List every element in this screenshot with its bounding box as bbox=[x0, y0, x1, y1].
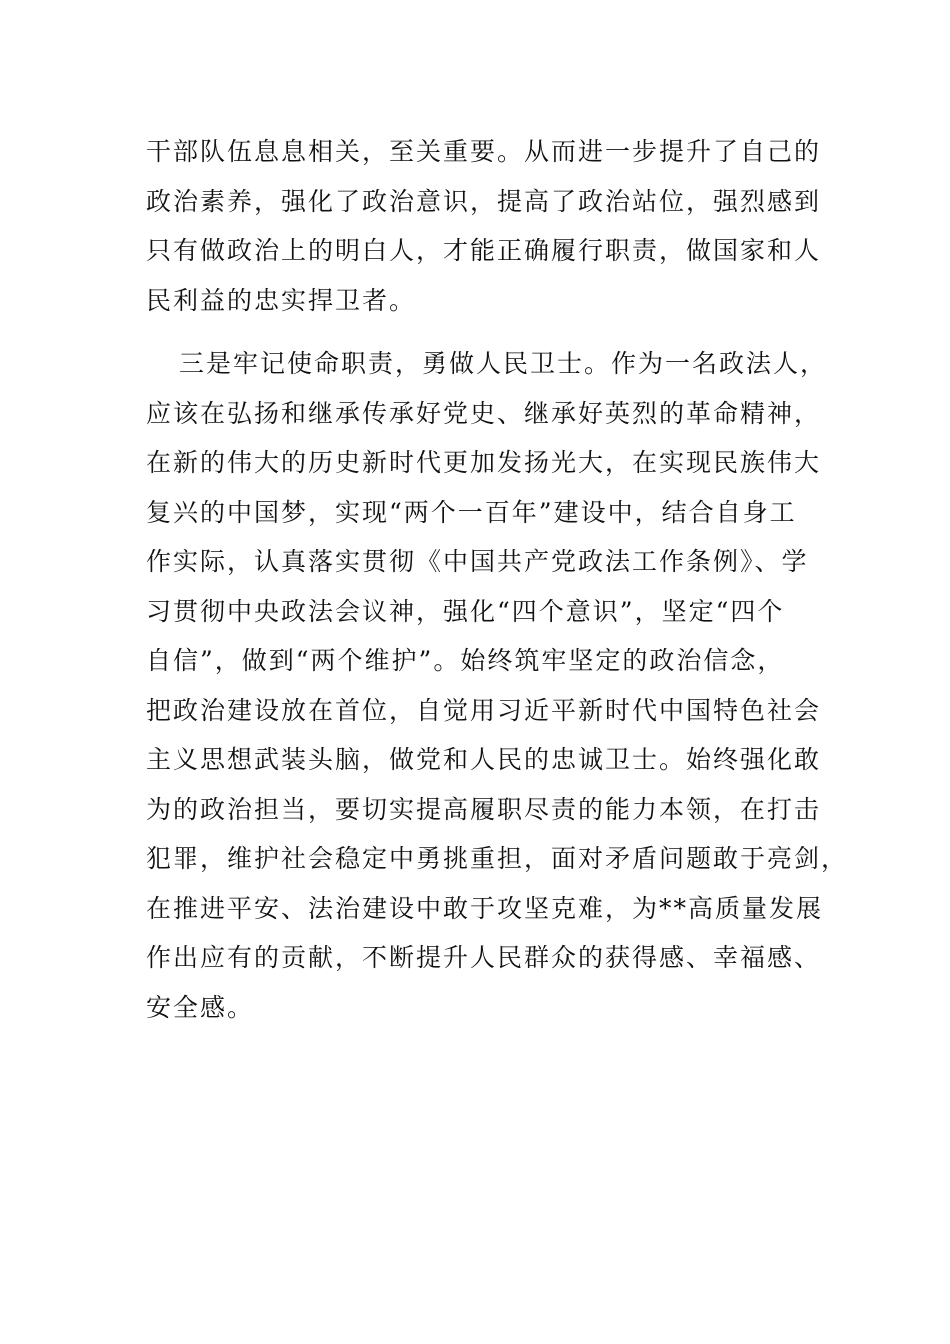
text-line: 作出应有的贡献，不断提升人民群众的获得感、幸福感、 bbox=[146, 943, 822, 972]
text-line: 作实际，认真落实贯彻《中国共产党政法工作条例》、学 bbox=[146, 547, 809, 576]
text-line: 政治素养，强化了政治意识，提高了政治站位，强烈感到 bbox=[146, 186, 822, 216]
text-line: 犯罪，维护社会稳定中勇挑重担，面对矛盾问题敢于亮剑， bbox=[146, 844, 849, 873]
paragraph-mission-duty bbox=[146, 339, 849, 1032]
text-line: 安全感。 bbox=[146, 992, 255, 1022]
text-line: 把政治建设放在首位，自觉用习近平新时代中国特色社会 bbox=[146, 695, 822, 725]
text-line: 为的政治担当，要切实提高履职尽责的能力本领，在打击 bbox=[146, 794, 822, 824]
text-line: 应该在弘扬和继承传承好党史、继承好英烈的革命精神， bbox=[146, 398, 822, 428]
text-line-indented: 三是牢记使命职责，勇做人民卫士。作为一名政法人， bbox=[179, 349, 828, 378]
text-line: 自信”，做到“两个维护”。始终筑牢坚定的政治信念， bbox=[146, 646, 785, 675]
text-line: 主义思想武装头脑，做党和人民的忠诚卫士。始终强化敢 bbox=[146, 745, 822, 774]
text-line: 干部队伍息息相关，至关重要。从而进一步提升了自己的 bbox=[146, 137, 822, 166]
text-line: 在新的伟大的历史新时代更加发扬光大，在实现民族伟大 bbox=[146, 448, 822, 477]
text-line: 习贯彻中央政法会议神，强化“四个意识”，坚定“四个 bbox=[146, 596, 785, 626]
text-line: 民利益的忠实捍卫者。 bbox=[146, 285, 417, 315]
text-line: 复兴的中国梦，实现“两个一百年”建设中，结合自身工 bbox=[146, 497, 797, 527]
text-line: 只有做政治上的明白人，才能正确履行职责，做国家和人 bbox=[146, 236, 822, 265]
text-line: 在推进平安、法治建设中敢于攻坚克难，为**高质量发展 bbox=[146, 893, 824, 923]
paragraph-continued bbox=[146, 127, 822, 325]
